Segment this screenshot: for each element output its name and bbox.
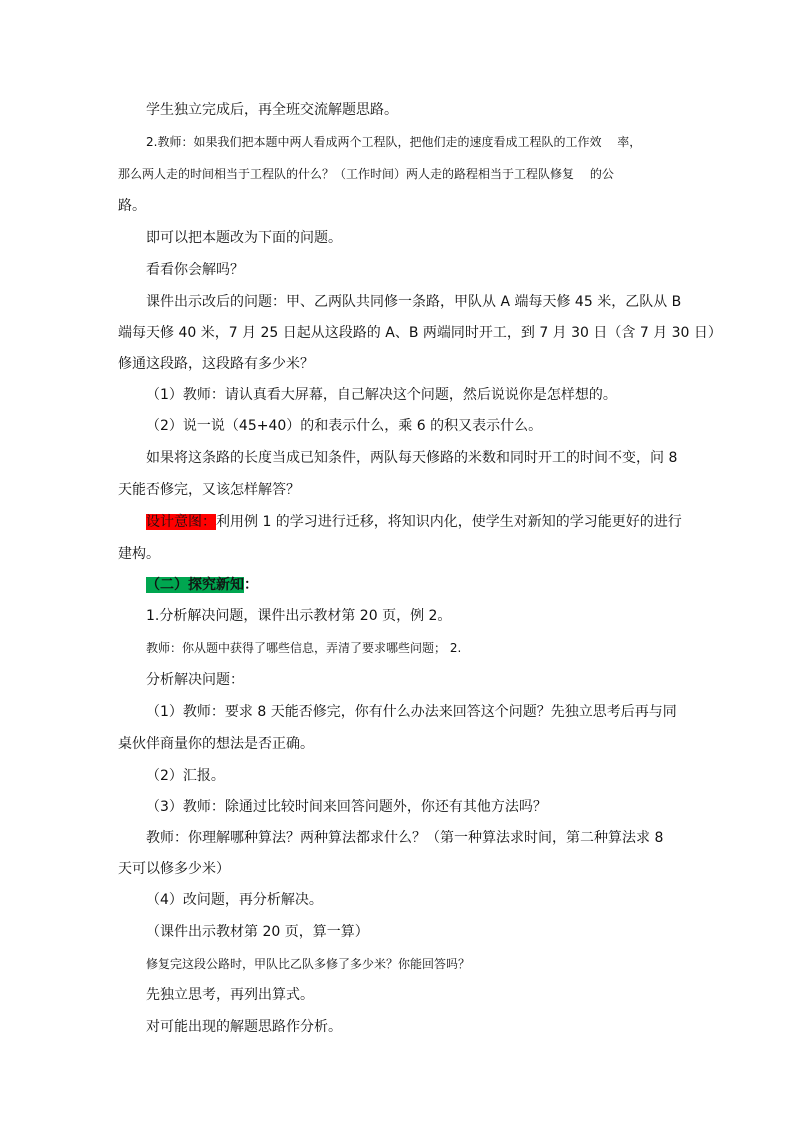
design-intent-line (146, 512, 682, 532)
paragraph-line: 那么两人走的时间相当于工程队的什么？（工作时间）两人走的路程相当于工程队修复 的公 (118, 167, 614, 181)
paragraph-line: 修复完这段公路时，甲队比乙队多修了多少米？你能回答吗？ (146, 957, 471, 971)
section-heading (146, 575, 258, 595)
paragraph-line: （1）教师：请认真看大屏幕，自己解决这个问题，然后说说你是怎样想的。 (146, 387, 617, 403)
paragraph-line: （1）教师：要求 8 天能否修完，你有什么办法来回答这个问题？先独立思考后再与同 (146, 704, 677, 720)
paragraph-line: 修通这段路，这段路有多少米？ (118, 356, 314, 372)
paragraph-line: 如果将这条路的长度当成已知条件，两队每天修路的米数和同时开工的时间不变，问 8 (146, 450, 678, 466)
section-heading-label: （二）探究新知 (146, 577, 244, 593)
paragraph-line: 天能否修完，又该怎样解答？ (118, 482, 300, 498)
paragraph-line: 课件出示改后的问题：甲、乙两队共同修一条路，甲队从 A 端每天修 45 米，乙队从 B (146, 294, 682, 310)
paragraph-line: （课件出示教材第 20 页，算一算） (146, 924, 369, 940)
paragraph-line: （4）改问题，再分析解决。 (146, 892, 323, 908)
section-heading-colon: ： (244, 577, 258, 593)
paragraph-line: 端每天修 40 米，7 月 25 日起从这段路的 A、B 两端同时开工，到 7 月 30 日（含 7 月 30 日） (118, 325, 722, 341)
paragraph-line: 建构。 (118, 546, 160, 562)
design-intent-label: 设计意图： (146, 514, 216, 530)
paragraph-line: 对可能出现的解题思路作分析。 (146, 1019, 342, 1035)
paragraph-line: （2）汇报。 (146, 768, 225, 784)
paragraph-line: 天可以修多少米） (118, 861, 230, 877)
paragraph-line: （3）教师：除通过比较时间来回答问题外，你还有其他方法吗？ (146, 799, 547, 815)
paragraph-line: （2）说一说（45+40）的和表示什么，乘 6 的积又表示什么。 (146, 418, 543, 434)
paragraph-line: 看看你会解吗？ (146, 262, 244, 278)
paragraph-line: 路。 (118, 198, 146, 214)
paragraph-line: 教师：你从题中获得了哪些信息，弄清了要求哪些问题； 2. (146, 641, 462, 655)
paragraph-line: 2.教师：如果我们把本题中两人看成两个工程队，把他们走的速度看成工程队的工作效 率， (146, 135, 642, 149)
paragraph-line: 教师：你理解哪种算法？两种算法都求什么？（第一种算法求时间，第二种算法求 8 (146, 830, 664, 846)
design-intent-text: 利用例 1 的学习进行迁移，将知识内化，使学生对新知的学习能更好的进行 (216, 514, 682, 530)
paragraph-line: 1.分析解决问题，课件出示教材第 20 页，例 2。 (146, 608, 452, 624)
paragraph-line: 即可以把本题改为下面的问题。 (146, 230, 342, 246)
paragraph-line: 桌伙伴商量你的想法是否正确。 (118, 736, 314, 752)
paragraph-line: 先独立思考，再列出算式。 (146, 987, 314, 1003)
paragraph-line: 分析解决问题： (146, 672, 244, 688)
paragraph-line: 学生独立完成后，再全班交流解题思路。 (146, 102, 398, 118)
